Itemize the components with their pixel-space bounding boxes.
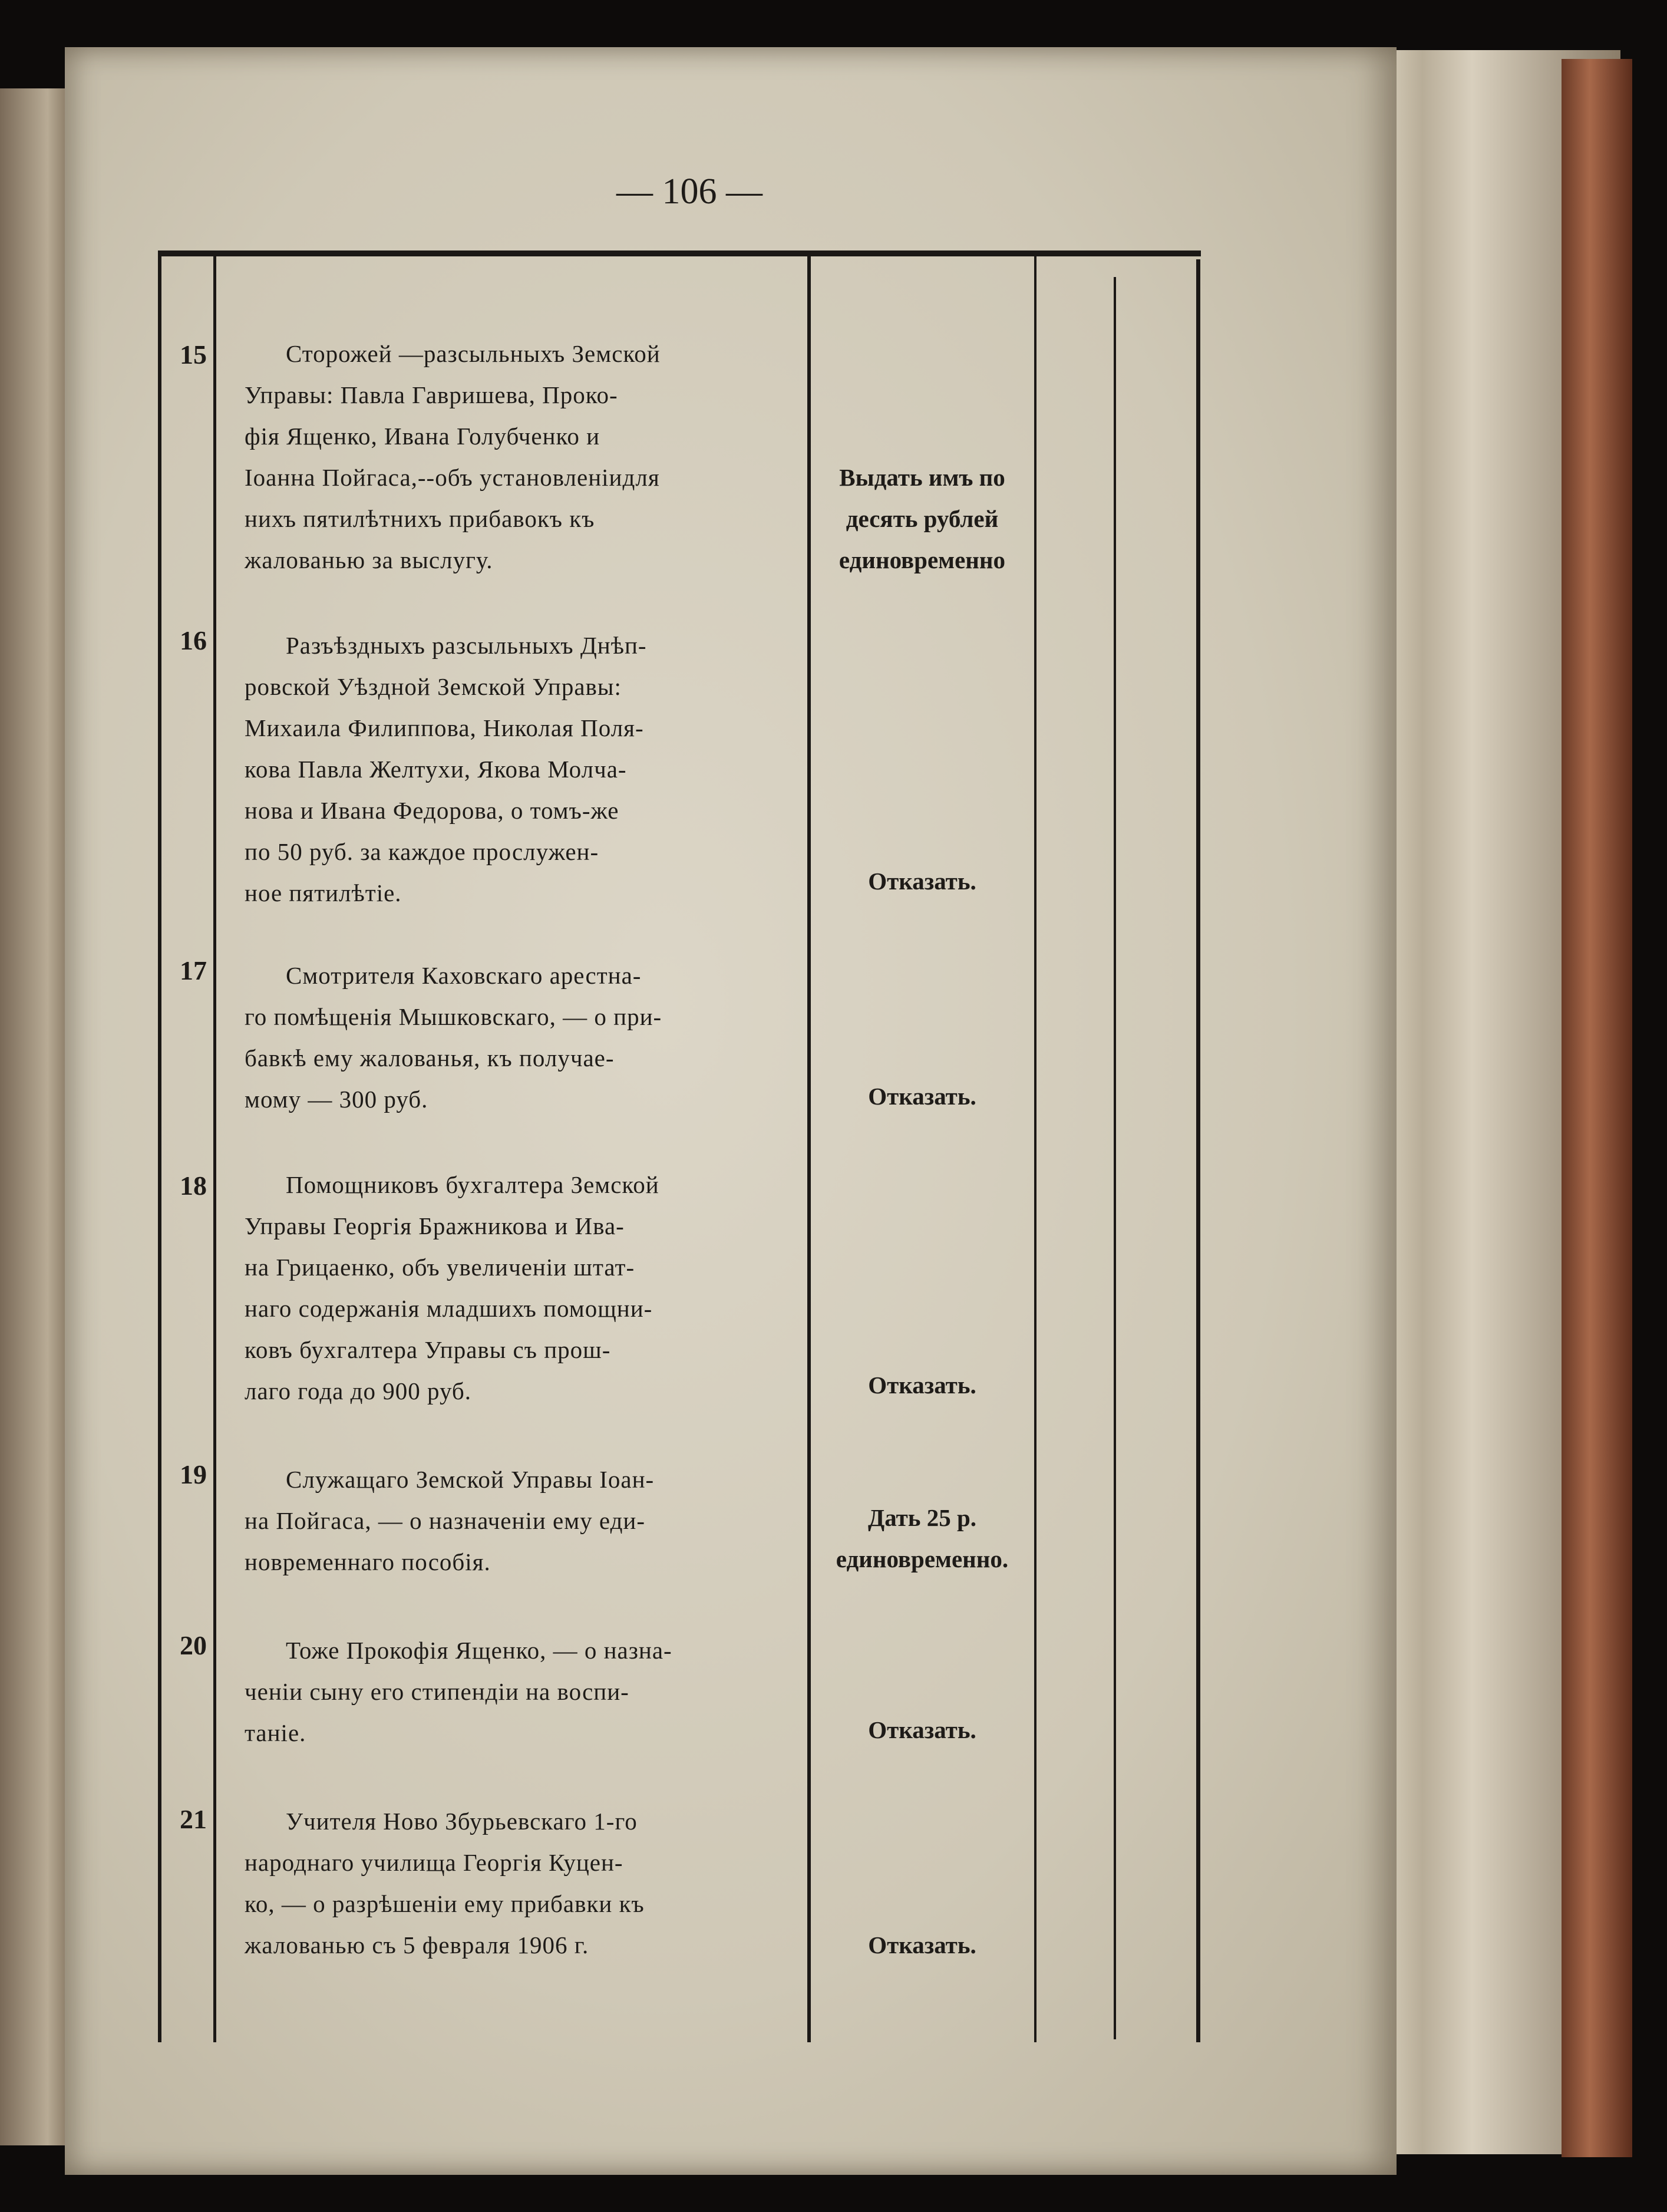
- description-line: жалованью за выслугу.: [245, 546, 493, 573]
- number-column-divider: [213, 250, 216, 2042]
- description-line: ровской Уѣздной Земской Управы:: [245, 673, 622, 700]
- row-description: [245, 625, 810, 914]
- description-line: ко, — о разрѣшеніи ему прибавки къ: [245, 1890, 645, 1917]
- description-line: лаго года до 900 руб.: [245, 1377, 472, 1405]
- description-line: бавкѣ ему жалованья, къ получае-: [245, 1044, 615, 1072]
- page-number: — 106 —: [616, 172, 762, 212]
- description-line: на Пойгаса, — о назначеніи ему еди-: [245, 1507, 646, 1534]
- description-line: новременнаго пособія.: [245, 1548, 491, 1575]
- row-description: [245, 1630, 810, 1753]
- description-line: на Грицаенко, объ увеличеніи штат-: [245, 1254, 635, 1281]
- row-decision: [810, 457, 1034, 581]
- table-left-border: [158, 250, 161, 2042]
- description-line: Управы Георгія Бражникова и Ива-: [245, 1212, 625, 1239]
- description-line: Михаила Филиппова, Николая Поля-: [245, 714, 644, 741]
- description-line: Тоже Прокофія Ященко, — о назна-: [286, 1637, 672, 1664]
- row-number: 20: [180, 1630, 207, 1660]
- row-decision: [810, 1364, 1034, 1406]
- decision-line: единовременно: [839, 546, 1006, 573]
- description-line: Разъѣздныхъ разсыльныхъ Днѣп-: [286, 632, 647, 659]
- description-line: жалованью съ 5 февраля 1906 г.: [245, 1931, 589, 1959]
- row-number: 15: [180, 339, 207, 370]
- row-decision: [810, 1924, 1034, 1966]
- description-line: ченіи сыну его стипендіи на воспи-: [245, 1678, 629, 1705]
- row-number: 16: [180, 625, 207, 655]
- decision-line: Отказать.: [868, 1083, 976, 1110]
- description-line: Служащаго Земской Управы Іоан-: [286, 1466, 655, 1493]
- aux-column-divider-1: [1034, 250, 1036, 2042]
- description-line: го помѣщенія Мышковскаго, — о при-: [245, 1003, 662, 1030]
- table-top-rule: [158, 250, 1201, 256]
- row-description: [245, 333, 810, 581]
- decision-line: Отказать.: [868, 1931, 976, 1959]
- description-line: Сторожей —разсыльныхъ Земской: [286, 340, 661, 367]
- description-line: фія Ященко, Ивана Голубченко и: [245, 423, 600, 450]
- aux-column-divider-2: [1114, 277, 1116, 2039]
- row-number: 21: [180, 1804, 207, 1834]
- description-line: Помощниковъ бухгалтера Земской: [286, 1171, 659, 1198]
- row-number: 19: [180, 1459, 207, 1489]
- decision-line: Дать 25 р.: [867, 1504, 977, 1531]
- description-line: нова и Ивана Федорова, о томъ-же: [245, 797, 619, 824]
- decision-line: Выдать имъ по: [839, 464, 1005, 491]
- decision-line: Отказать.: [868, 1372, 976, 1399]
- description-line: народнаго училища Георгія Куцен-: [245, 1849, 623, 1876]
- description-line: Учителя Ново Збурьевскаго 1-го: [286, 1808, 638, 1835]
- table-right-border: [1196, 259, 1200, 2042]
- row-number: 18: [180, 1171, 207, 1201]
- description-line: Іоанна Пойгаса,--объ установленіидля: [245, 464, 660, 491]
- row-number: 17: [180, 955, 207, 985]
- decision-line: десять рублей: [846, 505, 999, 532]
- decision-line: Отказать.: [868, 1716, 976, 1743]
- row-description: [245, 1459, 810, 1583]
- description-line: Смотрителя Каховскаго арестна-: [286, 962, 642, 989]
- row-description: [245, 955, 810, 1120]
- description-line: таніе.: [245, 1719, 306, 1746]
- description-line: ковъ бухгалтера Управы съ прош-: [245, 1336, 611, 1363]
- decision-line: Отказать.: [868, 868, 976, 895]
- row-decision: [810, 1497, 1034, 1580]
- description-line: мому — 300 руб.: [245, 1086, 428, 1113]
- left-page-edge: [0, 88, 75, 2145]
- description-line: нихъ пятилѣтнихъ прибавокъ къ: [245, 505, 595, 532]
- row-decision: [810, 1076, 1034, 1117]
- description-line: наго содержанія младшихъ помощни-: [245, 1295, 653, 1322]
- description-line: Управы: Павла Гавришева, Проко-: [245, 381, 618, 408]
- row-description: [245, 1164, 810, 1412]
- description-line: по 50 руб. за каждое прослужен-: [245, 838, 599, 865]
- row-decision: [810, 1709, 1034, 1751]
- description-line: ное пятилѣтіе.: [245, 879, 402, 906]
- decision-line: единовременно.: [836, 1545, 1009, 1573]
- book-cover-edge: [1562, 59, 1632, 2157]
- row-decision: [810, 861, 1034, 902]
- row-description: [245, 1801, 810, 1966]
- description-line: кова Павла Желтухи, Якова Молча-: [245, 756, 627, 783]
